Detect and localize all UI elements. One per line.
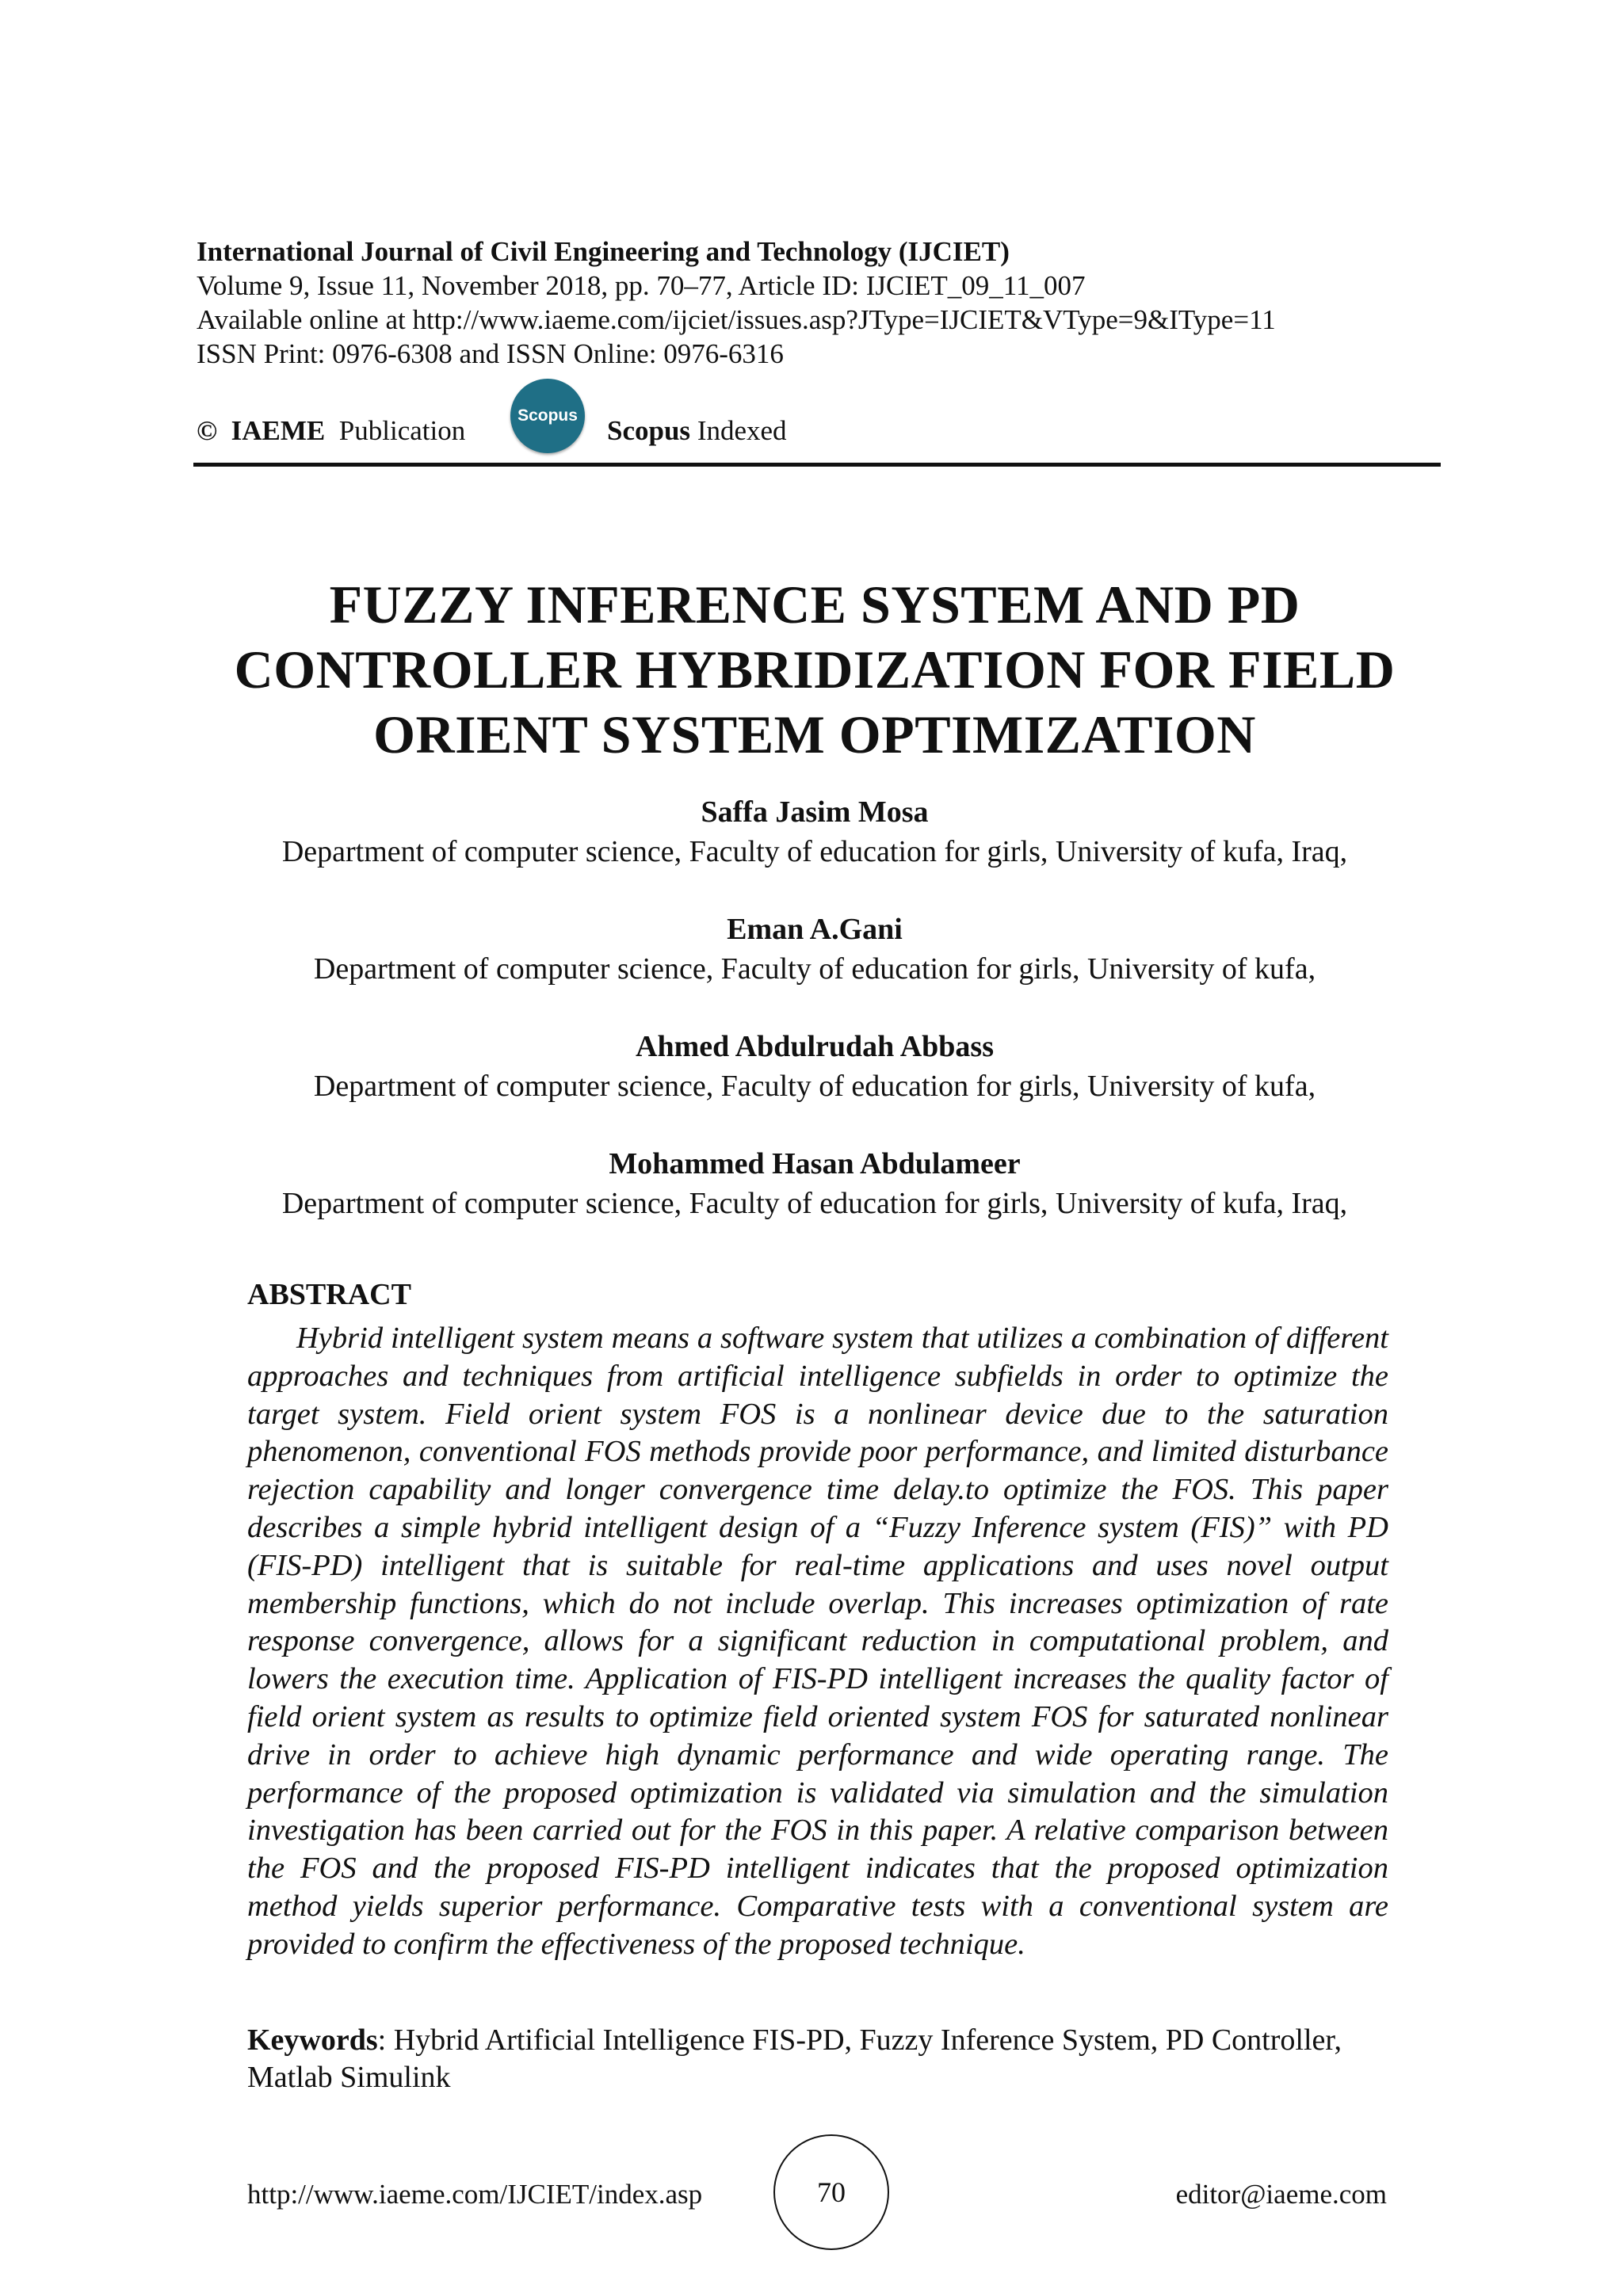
author-affiliation: Department of computer science, Faculty of education for girls, University of kufa, — [313, 1070, 1316, 1103]
journal-header — [197, 235, 1433, 371]
author-block — [197, 1027, 1433, 1144]
footer-url-link[interactable]: http://www.iaeme.com/IJCIET/index.asp — [247, 2179, 703, 2210]
author-block — [197, 910, 1433, 1027]
author-block — [197, 1144, 1433, 1261]
author-affiliation: Department of computer science, Faculty of education for girls, University of kufa, — [313, 952, 1316, 986]
copyright-publisher — [197, 415, 465, 447]
author-affiliation: Department of computer science, Faculty of education for girls, University of kufa, Iraq, — [281, 1187, 1348, 1220]
author-list — [197, 792, 1433, 1261]
abstract-text: Hybrid intelligent system means a software system that utilizes a combination of different approaches and techniques from artificial intelligence subfields in order to optimize the target system. Field orient system FOS is a nonlinear device due to the saturation phenomenon, conventional FOS methods provide poor performance, and limited disturbance rejection capability and longer convergence time delay.to optimize the FOS. This paper describes a simple hybrid intelligent design of a “Fuzzy Inference system (FIS)” with PD (FIS-PD) intelligent that is suitable for real-time applications and uses novel output membership functions, which do not include overlap. This increases optimization of rate response convergence, allows for a significant reduction in computational problem, and lowers the execution time. Application of FIS-PD intelligent increases the quality factor of field orient system as results to optimize field oriented system FOS for saturated nonlinear drive in order to achieve high dynamic performance and wide operating range. The performance of the proposed optimization is validated via simulation and the simulation investigation has been carried out for the FOS in this paper. A relative comparison between the FOS and the proposed FIS-PD intelligent indicates that the proposed optimization method yields superior performance. Comparative tests with a conventional system are provided to confirm the effectiveness of the proposed technique. — [247, 1322, 1388, 1961]
author-affiliation: Department of computer science, Faculty of education for girls, University of kufa, Iraq, — [281, 835, 1348, 868]
author-name: Eman A.Gani — [727, 913, 903, 946]
scopus-bold-label: Scopus — [607, 415, 691, 446]
keywords-label: Keywords — [247, 2023, 378, 2057]
author-name: Ahmed Abdulrudah Abbass — [636, 1030, 994, 1063]
scopus-indexed — [607, 415, 787, 447]
paper-title — [197, 572, 1433, 767]
footer-email-link[interactable]: editor@iaeme.com — [1175, 2179, 1387, 2210]
available-online-line: Available online at http://www.iaeme.com/ijciet/issues.asp?JType=IJCIET&VType=9&IType=11 — [197, 304, 1276, 335]
author-name: Saffa Jasim Mosa — [701, 795, 929, 829]
title-line: CONTROLLER HYBRIDIZATION FOR FIELD — [234, 639, 1396, 700]
keywords — [247, 2022, 1388, 2096]
keywords-separator: : — [377, 2023, 387, 2057]
journal-name: International Journal of Civil Engineering and Technology (IJCIET) — [197, 236, 1010, 267]
author-block — [197, 792, 1433, 910]
copyright-symbol: © — [197, 415, 218, 446]
title-line: ORIENT SYSTEM OPTIMIZATION — [373, 704, 1256, 765]
scopus-logo-text: Scopus — [517, 406, 578, 425]
keywords-text: Hybrid Artificial Intelligence FIS-PD, Fuzzy Inference System, PD Controller, Matlab Simulink — [247, 2023, 1342, 2094]
abstract-heading: ABSTRACT — [247, 1278, 411, 1311]
indexed-label: Indexed — [697, 415, 787, 446]
issn-line: ISSN Print: 0976-6308 and ISSN Online: 0976-6316 — [197, 338, 784, 369]
publication-line — [197, 406, 1433, 456]
page-number — [773, 2134, 889, 2250]
title-line: FUZZY INFERENCE SYSTEM AND PD — [329, 574, 1300, 635]
publisher-name: IAEME — [231, 415, 326, 446]
publication-label: Publication — [338, 415, 466, 446]
volume-line: Volume 9, Issue 11, November 2018, pp. 70–77, Article ID: IJCIET_09_11_007 — [197, 270, 1086, 301]
scopus-logo-icon — [510, 379, 585, 453]
header-divider — [193, 463, 1441, 467]
author-name: Mohammed Hasan Abdulameer — [609, 1147, 1021, 1180]
page-number-text: 70 — [817, 2176, 846, 2208]
